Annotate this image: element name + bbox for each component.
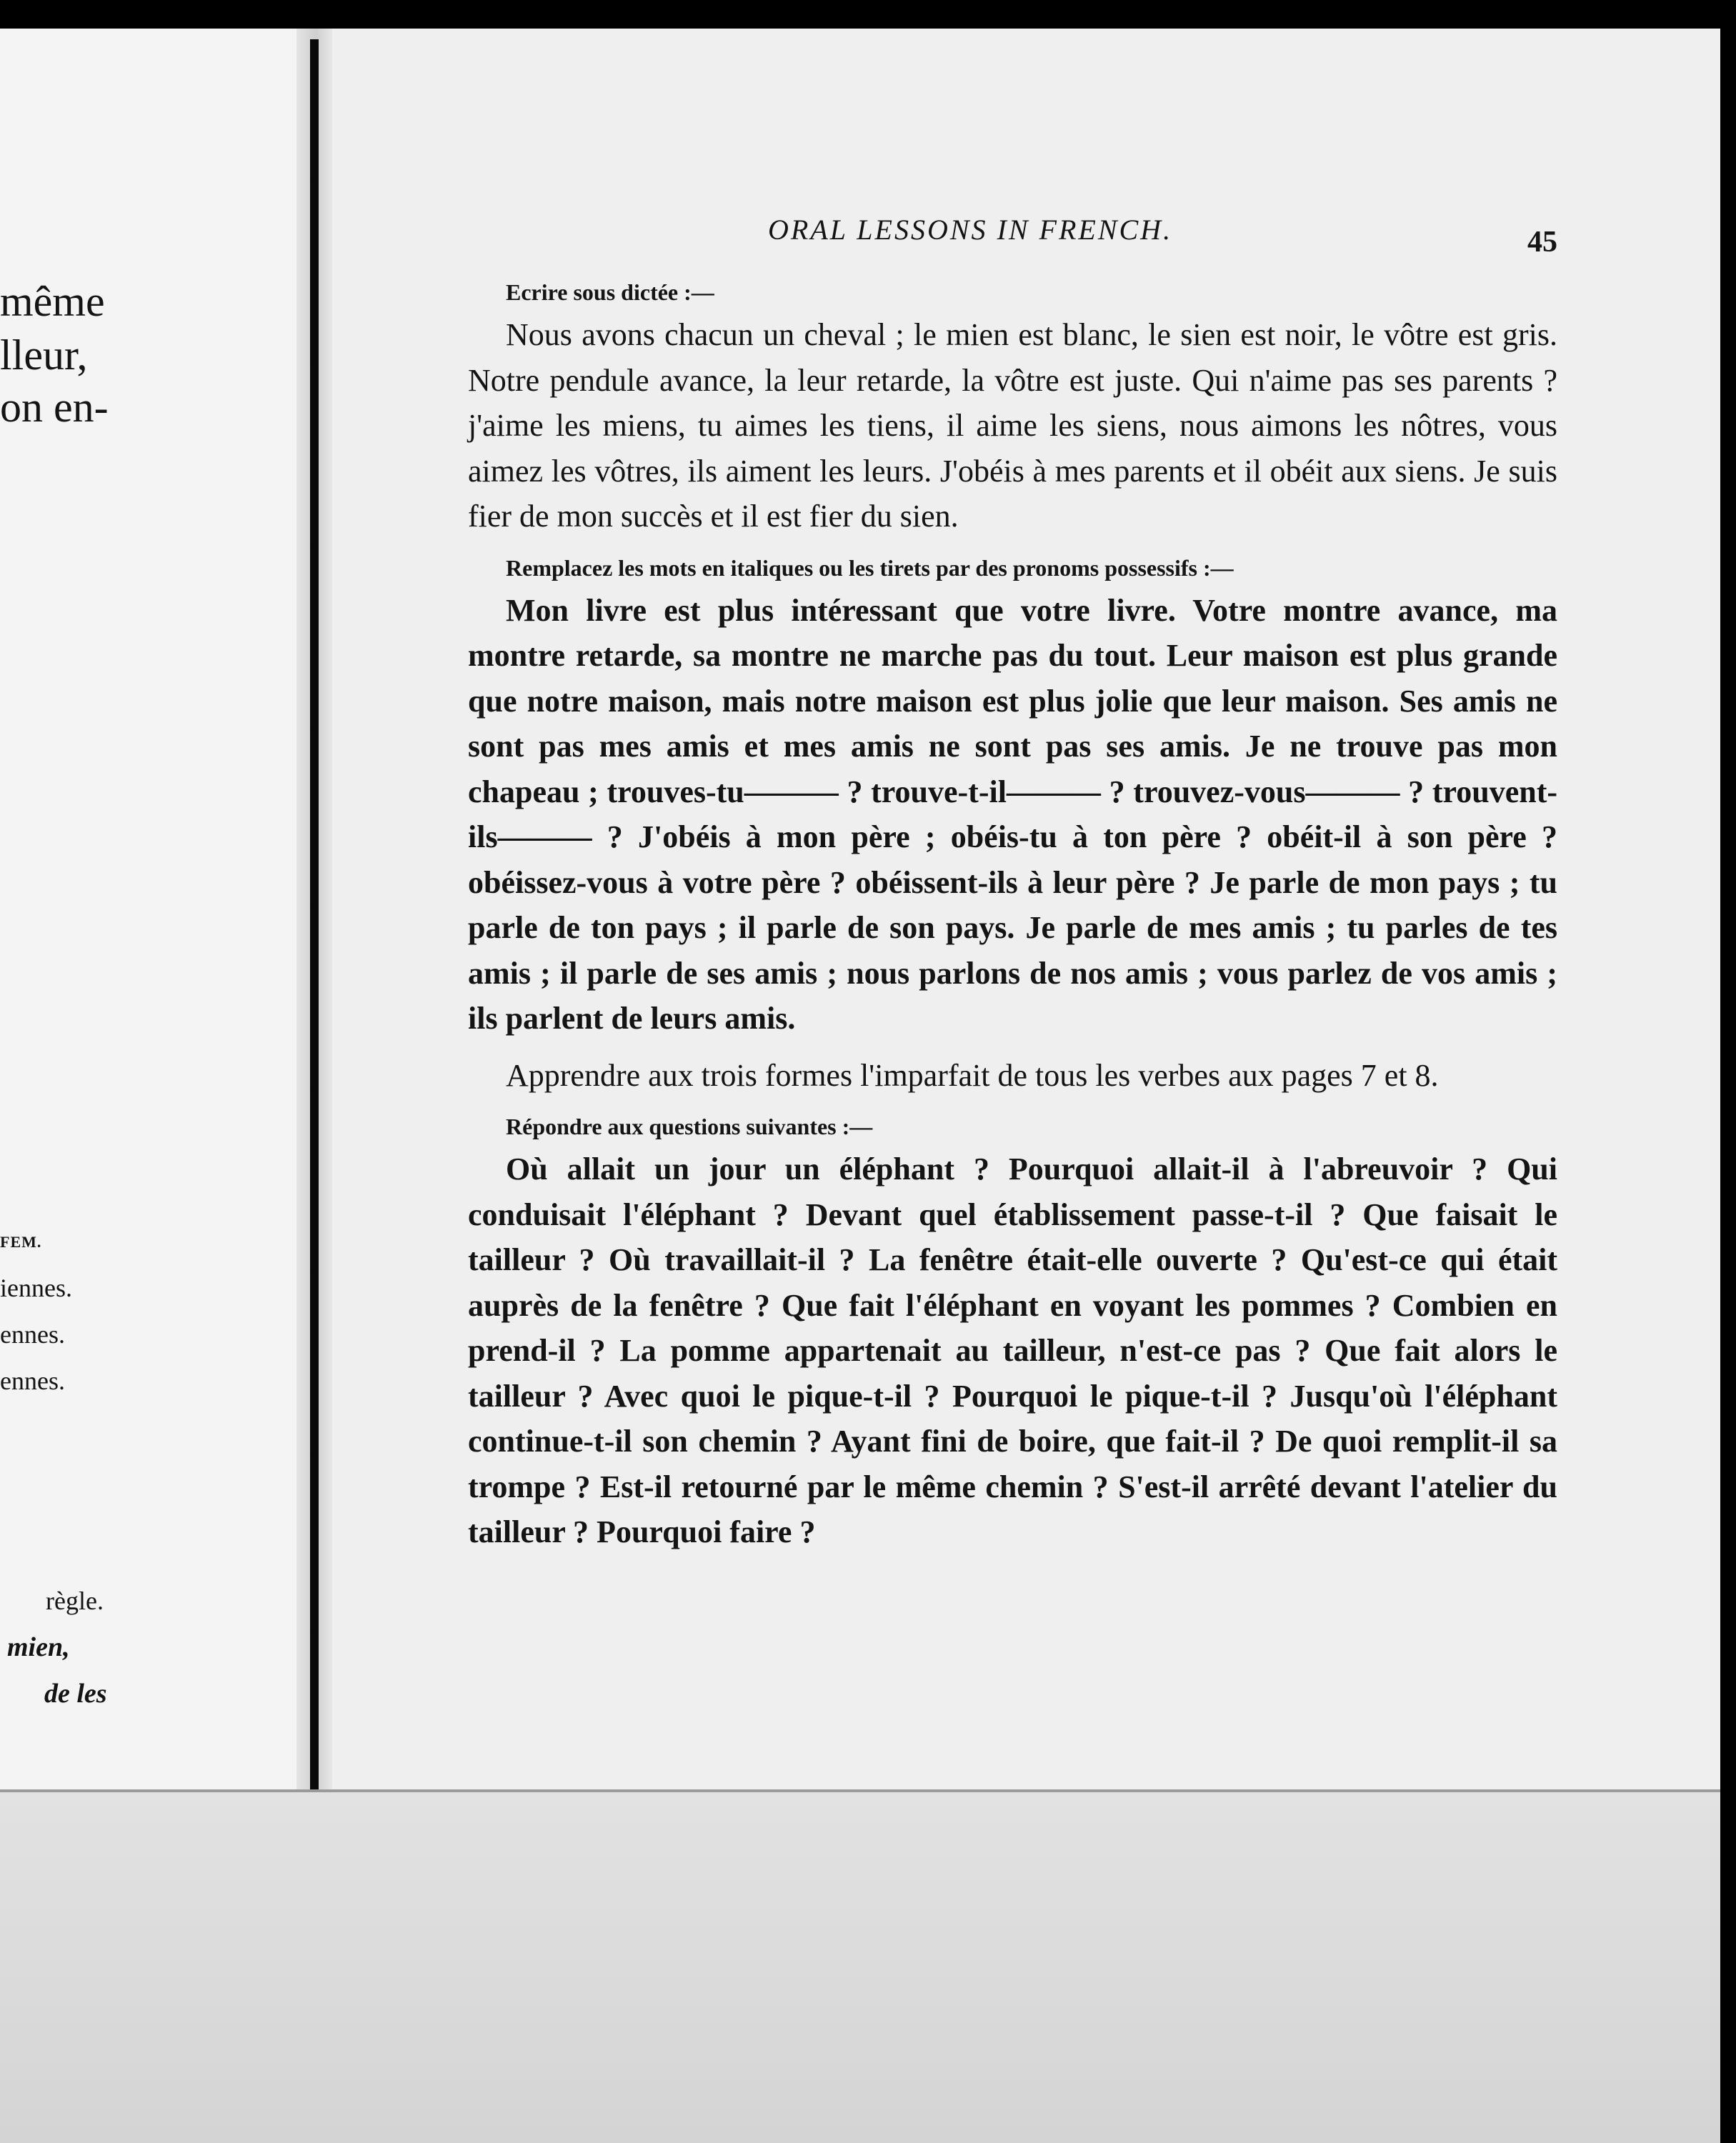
questions-paragraph: Où allait un jour un éléphant ? Pourquoi allait-il à l'abreuvoir ? Qui conduisait l'éléphant ? Devant quel établissement passe-t-il ? Que faisait le tailleur ? Où travaillait-il ? La fenêtre était-elle ouverte ? Qu'est-ce qui était auprès de la fenêtre ? Que fait l'éléphant en voyant les pommes ? Combien en prend-il ? La pomme appartenait au tailleur, n'est-ce pas ? Que fait alors le tailleur ? Avec quoi le pique-t-il ? Pourquoi le pique-t-il ? Jusqu'où l'éléphant continue-t-il son chemin ? Ayant fini de boire, que fait-il ? De quoi remplit-il sa trompe ? Est-il retourné par le même chemin ? S'est-il arrêté devant l'atelier du tailleur ? Pourquoi faire ? <box>468 1152 1557 1549</box>
left-table-line-3: ennes. <box>0 1367 65 1395</box>
left-fragment-1: même <box>0 278 105 325</box>
scan-border-right <box>1720 0 1736 2143</box>
replace-instruction: Remplacez les mots en italiques ou les tirets par des pronoms possessifs :— <box>506 554 1234 581</box>
questions-instruction: Répondre aux questions suivantes :— <box>506 1114 873 1139</box>
dictation-instruction: Ecrire sous dictée :— <box>506 279 714 305</box>
page-body <box>468 275 1557 1567</box>
left-table-line-1: iennes. <box>0 1274 72 1302</box>
running-head: ORAL LESSONS IN FRENCH. <box>768 214 1173 246</box>
dictation-paragraph: Nous avons chacun un cheval ; le mien est blanc, le sien est noir, le vôtre est gris. Notre pendule avance, la leur retarde, la vôtre est juste. Qui n'aime pas ses parents ? j'aime les miens, tu aimes les tiens, il aime les siens, nous aimons les nôtres, vous aimez les vôtres, ils aiment les leurs. J'obéis à mes parents et il obéit aux siens. Je suis fier de mon succès et il est fier du sien. <box>468 317 1557 534</box>
left-table-label: FEM. <box>0 1233 42 1251</box>
page-number: 45 <box>1527 226 1557 259</box>
left-bottom-line-3: de les <box>44 1679 107 1709</box>
left-bottom-line-2: mien, <box>7 1632 70 1662</box>
page-fold-line <box>0 1789 1720 1792</box>
page-bottom-area <box>0 1792 1720 2143</box>
replace-paragraph: Mon livre est plus intéressant que votre livre. Votre montre avance, ma montre retarde, sa montre ne marche pas du tout. Leur maison est plus grande que notre maison, mais notre maison est plus jolie que leur maison. Ses amis ne sont pas mes amis et mes amis ne sont pas ses amis. Je ne trouve pas mon chapeau ; trouves-tu——— ? trouve-t-il——— ? trouvez-vous——— ? trouvent-ils——— ? J'obéis à mon père ; obéis-tu à ton père ? obéit-il à son père ? obéissez-vous à votre père ? obéissent-ils à leur père ? Je parle de mon pays ; tu parle de ton pays ; il parle de son pays. Je parle de mes amis ; tu parles de tes amis ; il parle de ses amis ; nous parlons de nos amis ; vous parlez de vos amis ; ils parlent de leurs amis. <box>468 592 1557 1036</box>
left-fragment-2: lleur, <box>0 331 88 379</box>
learn-paragraph: Apprendre aux trois formes l'imparfait de tous les verbes aux pages 7 et 8. <box>506 1057 1439 1093</box>
left-fragment-3: on en- <box>0 384 109 431</box>
left-bottom-line-1: règle. <box>46 1587 104 1615</box>
scan-border-top <box>0 0 1736 29</box>
left-table-line-2: ennes. <box>0 1320 65 1349</box>
